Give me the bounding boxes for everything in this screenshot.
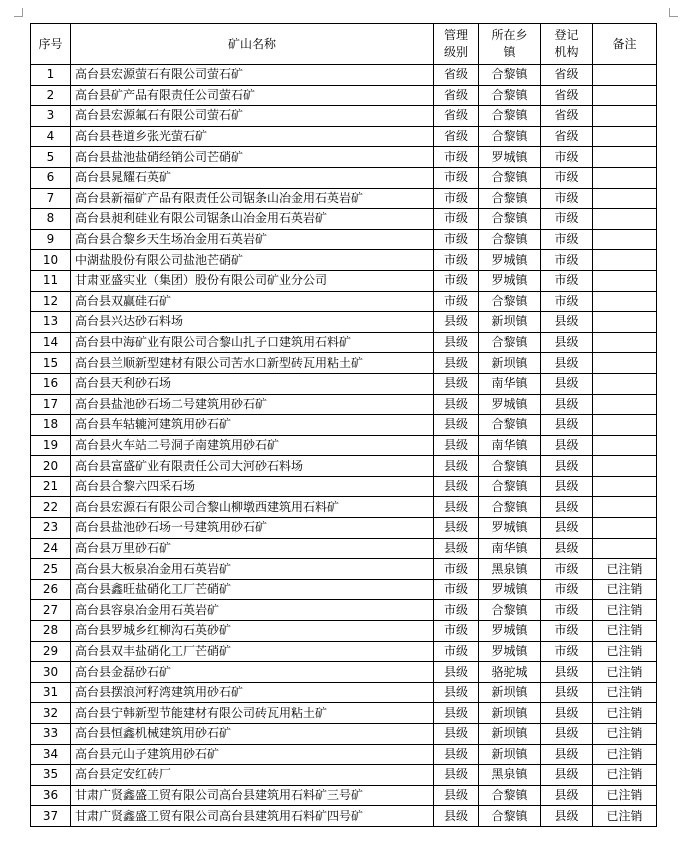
cell-note <box>593 85 657 106</box>
table-row <box>31 85 657 106</box>
cell-town: 新坝镇 <box>479 353 541 374</box>
cell-mine-name: 高台县天利砂石场 <box>71 373 434 394</box>
cell-registration-org: 市级 <box>541 291 593 312</box>
cell-registration-org: 县级 <box>541 785 593 806</box>
cell-note <box>593 394 657 415</box>
cell-registration-org: 县级 <box>541 394 593 415</box>
cell-note <box>593 106 657 127</box>
cell-mine-name: 高台县金磊砂石矿 <box>71 662 434 683</box>
header-mine-name: 矿山名称 <box>71 24 434 65</box>
cell-note <box>593 291 657 312</box>
cell-mine-name: 高台县宁韩新型节能建材有限公司砖瓦用粘土矿 <box>71 703 434 724</box>
cell-town: 合黎镇 <box>479 332 541 353</box>
cell-seq: 13 <box>31 312 71 333</box>
cell-registration-org: 市级 <box>541 270 593 291</box>
cell-management-level: 县级 <box>434 497 479 518</box>
cell-seq: 29 <box>31 641 71 662</box>
cell-seq: 24 <box>31 538 71 559</box>
cell-management-level: 县级 <box>434 332 479 353</box>
cell-seq: 9 <box>31 229 71 250</box>
table-row <box>31 312 657 333</box>
cell-note <box>593 65 657 86</box>
cell-note <box>593 312 657 333</box>
cell-mine-name: 高台县宏源氟石有限公司萤石矿 <box>71 106 434 127</box>
cell-management-level: 县级 <box>434 394 479 415</box>
header-town-line2: 镇 <box>503 45 516 59</box>
cell-mine-name: 高台县兰顺新型建材有限公司苦水口新型砖瓦用粘土矿 <box>71 353 434 374</box>
cell-management-level: 市级 <box>434 270 479 291</box>
cell-note <box>593 229 657 250</box>
cell-management-level: 市级 <box>434 641 479 662</box>
cell-management-level: 县级 <box>434 373 479 394</box>
table-row <box>31 147 657 168</box>
cell-management-level: 市级 <box>434 250 479 271</box>
cell-town: 罗城镇 <box>479 270 541 291</box>
cell-town: 合黎镇 <box>479 476 541 497</box>
cell-town: 新坝镇 <box>479 312 541 333</box>
cell-management-level: 县级 <box>434 353 479 374</box>
cell-note <box>593 476 657 497</box>
cell-seq: 17 <box>31 394 71 415</box>
cell-seq: 30 <box>31 662 71 683</box>
cell-registration-org: 县级 <box>541 806 593 827</box>
cell-mine-name: 高台县合黎乡天生场冶金用石英岩矿 <box>71 229 434 250</box>
cell-mine-name: 高台县罗城乡红柳沟石英砂矿 <box>71 621 434 642</box>
table-header <box>31 24 657 65</box>
cell-registration-org: 市级 <box>541 641 593 662</box>
cell-note <box>593 270 657 291</box>
cell-note <box>593 167 657 188</box>
cell-note: 已注销 <box>593 785 657 806</box>
cell-management-level: 县级 <box>434 703 479 724</box>
cell-registration-org: 县级 <box>541 682 593 703</box>
cell-town: 合黎镇 <box>479 65 541 86</box>
cell-management-level: 市级 <box>434 291 479 312</box>
cell-seq: 3 <box>31 106 71 127</box>
cell-management-level: 市级 <box>434 147 479 168</box>
cell-town: 合黎镇 <box>479 785 541 806</box>
cell-note <box>593 456 657 477</box>
table-row <box>31 518 657 539</box>
table-row <box>31 806 657 827</box>
cell-mine-name: 高台县合黎六四采石场 <box>71 476 434 497</box>
header-row <box>31 24 657 65</box>
cell-management-level: 县级 <box>434 312 479 333</box>
table-row <box>31 353 657 374</box>
cell-seq: 34 <box>31 744 71 765</box>
cell-town: 合黎镇 <box>479 209 541 230</box>
cell-management-level: 县级 <box>434 415 479 436</box>
cell-town: 合黎镇 <box>479 167 541 188</box>
cell-town: 罗城镇 <box>479 147 541 168</box>
cell-mine-name: 高台县双赢硅石矿 <box>71 291 434 312</box>
cell-management-level: 县级 <box>434 662 479 683</box>
header-note: 备注 <box>593 24 657 65</box>
cell-seq: 7 <box>31 188 71 209</box>
cell-registration-org: 市级 <box>541 621 593 642</box>
cell-management-level: 县级 <box>434 476 479 497</box>
cell-note: 已注销 <box>593 579 657 600</box>
table-row <box>31 167 657 188</box>
cell-seq: 19 <box>31 435 71 456</box>
cell-seq: 36 <box>31 785 71 806</box>
header-management-level <box>434 24 479 65</box>
cell-management-level: 县级 <box>434 744 479 765</box>
cell-management-level: 县级 <box>434 765 479 786</box>
cell-registration-org: 市级 <box>541 147 593 168</box>
cell-registration-org: 县级 <box>541 703 593 724</box>
cell-mine-name: 高台县晁耀石英矿 <box>71 167 434 188</box>
cell-note: 已注销 <box>593 600 657 621</box>
cell-registration-org: 市级 <box>541 188 593 209</box>
cell-mine-name: 高台县双丰盐硝化工厂芒硝矿 <box>71 641 434 662</box>
cell-registration-org: 县级 <box>541 744 593 765</box>
cell-registration-org: 市级 <box>541 229 593 250</box>
cell-town: 合黎镇 <box>479 497 541 518</box>
cell-management-level: 省级 <box>434 65 479 86</box>
cell-town: 新坝镇 <box>479 703 541 724</box>
cell-seq: 26 <box>31 579 71 600</box>
cell-town: 合黎镇 <box>479 229 541 250</box>
cell-seq: 5 <box>31 147 71 168</box>
cell-registration-org: 省级 <box>541 126 593 147</box>
cell-mine-name: 高台县宏源萤石有限公司萤石矿 <box>71 65 434 86</box>
cell-seq: 22 <box>31 497 71 518</box>
table-row <box>31 270 657 291</box>
table-row <box>31 724 657 745</box>
header-registration-org-line2: 机构 <box>554 45 579 59</box>
cell-town: 合黎镇 <box>479 188 541 209</box>
cell-registration-org: 县级 <box>541 373 593 394</box>
cell-management-level: 县级 <box>434 435 479 456</box>
cell-seq: 31 <box>31 682 71 703</box>
cell-mine-name: 高台县恒鑫机械建筑用砂石矿 <box>71 724 434 745</box>
table-row <box>31 65 657 86</box>
cell-note: 已注销 <box>593 641 657 662</box>
page-corner-mark-right <box>669 8 678 17</box>
cell-management-level: 省级 <box>434 85 479 106</box>
cell-town: 黑泉镇 <box>479 765 541 786</box>
cell-note: 已注销 <box>593 703 657 724</box>
cell-seq: 23 <box>31 518 71 539</box>
cell-note <box>593 497 657 518</box>
table-row <box>31 415 657 436</box>
table-row <box>31 209 657 230</box>
cell-seq: 11 <box>31 270 71 291</box>
cell-mine-name: 高台县盐池盐硝经销公司芒硝矿 <box>71 147 434 168</box>
cell-note <box>593 188 657 209</box>
cell-management-level: 县级 <box>434 682 479 703</box>
cell-seq: 8 <box>31 209 71 230</box>
table-row <box>31 188 657 209</box>
cell-registration-org: 省级 <box>541 106 593 127</box>
cell-registration-org: 省级 <box>541 65 593 86</box>
cell-seq: 35 <box>31 765 71 786</box>
cell-town: 黑泉镇 <box>479 559 541 580</box>
cell-mine-name: 高台县巷道乡张光萤石矿 <box>71 126 434 147</box>
cell-note <box>593 415 657 436</box>
cell-management-level: 市级 <box>434 579 479 600</box>
cell-management-level: 市级 <box>434 559 479 580</box>
cell-management-level: 市级 <box>434 188 479 209</box>
cell-note: 已注销 <box>593 621 657 642</box>
cell-town: 罗城镇 <box>479 250 541 271</box>
cell-registration-org: 县级 <box>541 332 593 353</box>
cell-town: 南华镇 <box>479 435 541 456</box>
table-row <box>31 229 657 250</box>
cell-note <box>593 332 657 353</box>
header-town-line1: 所在乡 <box>491 28 528 42</box>
cell-management-level: 市级 <box>434 621 479 642</box>
cell-note: 已注销 <box>593 724 657 745</box>
cell-note: 已注销 <box>593 662 657 683</box>
header-registration-org <box>541 24 593 65</box>
cell-management-level: 县级 <box>434 456 479 477</box>
cell-seq: 28 <box>31 621 71 642</box>
cell-town: 合黎镇 <box>479 806 541 827</box>
cell-management-level: 市级 <box>434 209 479 230</box>
cell-note: 已注销 <box>593 765 657 786</box>
cell-registration-org: 县级 <box>541 497 593 518</box>
cell-town: 罗城镇 <box>479 621 541 642</box>
table-row <box>31 600 657 621</box>
header-town <box>479 24 541 65</box>
table-row <box>31 579 657 600</box>
cell-registration-org: 市级 <box>541 600 593 621</box>
table-row <box>31 476 657 497</box>
cell-mine-name: 高台县昶利硅业有限公司锯条山冶金用石英岩矿 <box>71 209 434 230</box>
cell-note: 已注销 <box>593 559 657 580</box>
table-row <box>31 291 657 312</box>
cell-mine-name: 高台县盐池砂石场一号建筑用砂石矿 <box>71 518 434 539</box>
cell-registration-org: 省级 <box>541 85 593 106</box>
cell-seq: 15 <box>31 353 71 374</box>
cell-note <box>593 209 657 230</box>
cell-mine-name: 高台县新福矿产品有限责任公司锯条山冶金用石英岩矿 <box>71 188 434 209</box>
table-row <box>31 765 657 786</box>
cell-mine-name: 高台县车轱辘河建筑用砂石矿 <box>71 415 434 436</box>
cell-mine-name: 高台县盐池砂石场二号建筑用砂石矿 <box>71 394 434 415</box>
cell-note <box>593 126 657 147</box>
cell-registration-org: 市级 <box>541 250 593 271</box>
cell-management-level: 县级 <box>434 518 479 539</box>
cell-registration-org: 县级 <box>541 312 593 333</box>
cell-registration-org: 县级 <box>541 662 593 683</box>
cell-town: 新坝镇 <box>479 724 541 745</box>
cell-seq: 37 <box>31 806 71 827</box>
table-row <box>31 126 657 147</box>
cell-town: 合黎镇 <box>479 126 541 147</box>
cell-management-level: 省级 <box>434 126 479 147</box>
cell-seq: 18 <box>31 415 71 436</box>
table-row <box>31 332 657 353</box>
cell-note: 已注销 <box>593 744 657 765</box>
cell-registration-org: 县级 <box>541 435 593 456</box>
cell-note <box>593 250 657 271</box>
cell-management-level: 县级 <box>434 806 479 827</box>
cell-seq: 10 <box>31 250 71 271</box>
cell-registration-org: 县级 <box>541 518 593 539</box>
cell-management-level: 县级 <box>434 538 479 559</box>
cell-note <box>593 435 657 456</box>
cell-seq: 16 <box>31 373 71 394</box>
table-row <box>31 106 657 127</box>
page-corner-mark-left <box>14 8 23 17</box>
table-row <box>31 394 657 415</box>
table-row <box>31 497 657 518</box>
cell-town: 罗城镇 <box>479 579 541 600</box>
cell-mine-name: 高台县元山子建筑用砂石矿 <box>71 744 434 765</box>
cell-note <box>593 373 657 394</box>
cell-town: 合黎镇 <box>479 456 541 477</box>
cell-town: 合黎镇 <box>479 415 541 436</box>
table-body <box>31 65 657 827</box>
cell-seq: 4 <box>31 126 71 147</box>
cell-note <box>593 353 657 374</box>
header-management-level-line2: 级别 <box>443 45 468 59</box>
table-row <box>31 703 657 724</box>
cell-mine-name: 中湖盐股份有限公司盐池芒硝矿 <box>71 250 434 271</box>
cell-mine-name: 甘肃广贤鑫盛工贸有限公司高台县建筑用石料矿四号矿 <box>71 806 434 827</box>
header-registration-org-line1: 登记 <box>554 28 579 42</box>
cell-mine-name: 高台县万里砂石矿 <box>71 538 434 559</box>
cell-mine-name: 高台县鑫旺盐硝化工厂芒硝矿 <box>71 579 434 600</box>
cell-registration-org: 县级 <box>541 456 593 477</box>
cell-management-level: 市级 <box>434 167 479 188</box>
cell-note <box>593 147 657 168</box>
table-row <box>31 662 657 683</box>
cell-registration-org: 县级 <box>541 724 593 745</box>
table-row <box>31 559 657 580</box>
cell-town: 罗城镇 <box>479 641 541 662</box>
table-row <box>31 682 657 703</box>
cell-seq: 21 <box>31 476 71 497</box>
table-row <box>31 435 657 456</box>
cell-town: 罗城镇 <box>479 518 541 539</box>
cell-registration-org: 市级 <box>541 209 593 230</box>
cell-seq: 33 <box>31 724 71 745</box>
table-row <box>31 785 657 806</box>
cell-mine-name: 高台县摆浪河籽湾建筑用砂石矿 <box>71 682 434 703</box>
header-management-level-line1: 管理 <box>443 28 468 42</box>
cell-town: 新坝镇 <box>479 744 541 765</box>
cell-town: 合黎镇 <box>479 291 541 312</box>
cell-mine-name: 高台县矿产品有限责任公司萤石矿 <box>71 85 434 106</box>
cell-note: 已注销 <box>593 806 657 827</box>
cell-mine-name: 高台县富盛矿业有限责任公司大河砂石料场 <box>71 456 434 477</box>
cell-town: 南华镇 <box>479 538 541 559</box>
cell-seq: 1 <box>31 65 71 86</box>
cell-mine-name: 高台县定安红砖厂 <box>71 765 434 786</box>
cell-note <box>593 518 657 539</box>
cell-mine-name: 高台县兴达砂石料场 <box>71 312 434 333</box>
cell-town: 新坝镇 <box>479 682 541 703</box>
table-row <box>31 538 657 559</box>
cell-management-level: 市级 <box>434 600 479 621</box>
cell-registration-org: 县级 <box>541 353 593 374</box>
cell-seq: 12 <box>31 291 71 312</box>
cell-registration-org: 县级 <box>541 538 593 559</box>
cell-note <box>593 538 657 559</box>
cell-management-level: 县级 <box>434 724 479 745</box>
header-seq: 序号 <box>31 24 71 65</box>
cell-town: 南华镇 <box>479 373 541 394</box>
cell-seq: 27 <box>31 600 71 621</box>
cell-mine-name: 甘肃广贤鑫盛工贸有限公司高台县建筑用石料矿三号矿 <box>71 785 434 806</box>
cell-town: 合黎镇 <box>479 600 541 621</box>
cell-registration-org: 市级 <box>541 167 593 188</box>
cell-mine-name: 高台县大板泉冶金用石英岩矿 <box>71 559 434 580</box>
cell-note: 已注销 <box>593 682 657 703</box>
cell-registration-org: 县级 <box>541 765 593 786</box>
cell-registration-org: 市级 <box>541 579 593 600</box>
cell-town: 罗城镇 <box>479 394 541 415</box>
table-row <box>31 250 657 271</box>
cell-seq: 6 <box>31 167 71 188</box>
table-row <box>31 373 657 394</box>
table-row <box>31 641 657 662</box>
cell-seq: 25 <box>31 559 71 580</box>
cell-management-level: 市级 <box>434 229 479 250</box>
cell-seq: 14 <box>31 332 71 353</box>
table-row <box>31 621 657 642</box>
cell-seq: 2 <box>31 85 71 106</box>
cell-mine-name: 高台县中海矿业有限公司合黎山扎子口建筑用石料矿 <box>71 332 434 353</box>
cell-seq: 20 <box>31 456 71 477</box>
cell-registration-org: 县级 <box>541 476 593 497</box>
mine-list-table <box>30 23 657 827</box>
cell-management-level: 县级 <box>434 785 479 806</box>
cell-seq: 32 <box>31 703 71 724</box>
table-row <box>31 456 657 477</box>
cell-town: 合黎镇 <box>479 85 541 106</box>
cell-registration-org: 县级 <box>541 415 593 436</box>
cell-management-level: 省级 <box>434 106 479 127</box>
cell-registration-org: 市级 <box>541 559 593 580</box>
cell-mine-name: 高台县火车站二号洞子南建筑用砂石矿 <box>71 435 434 456</box>
cell-town: 骆驼城 <box>479 662 541 683</box>
cell-mine-name: 高台县容泉冶金用石英岩矿 <box>71 600 434 621</box>
cell-mine-name: 甘肃亚盛实业（集团）股份有限公司矿业分公司 <box>71 270 434 291</box>
cell-town: 合黎镇 <box>479 106 541 127</box>
cell-mine-name: 高台县宏源石有限公司合黎山柳墩西建筑用石料矿 <box>71 497 434 518</box>
table-row <box>31 744 657 765</box>
